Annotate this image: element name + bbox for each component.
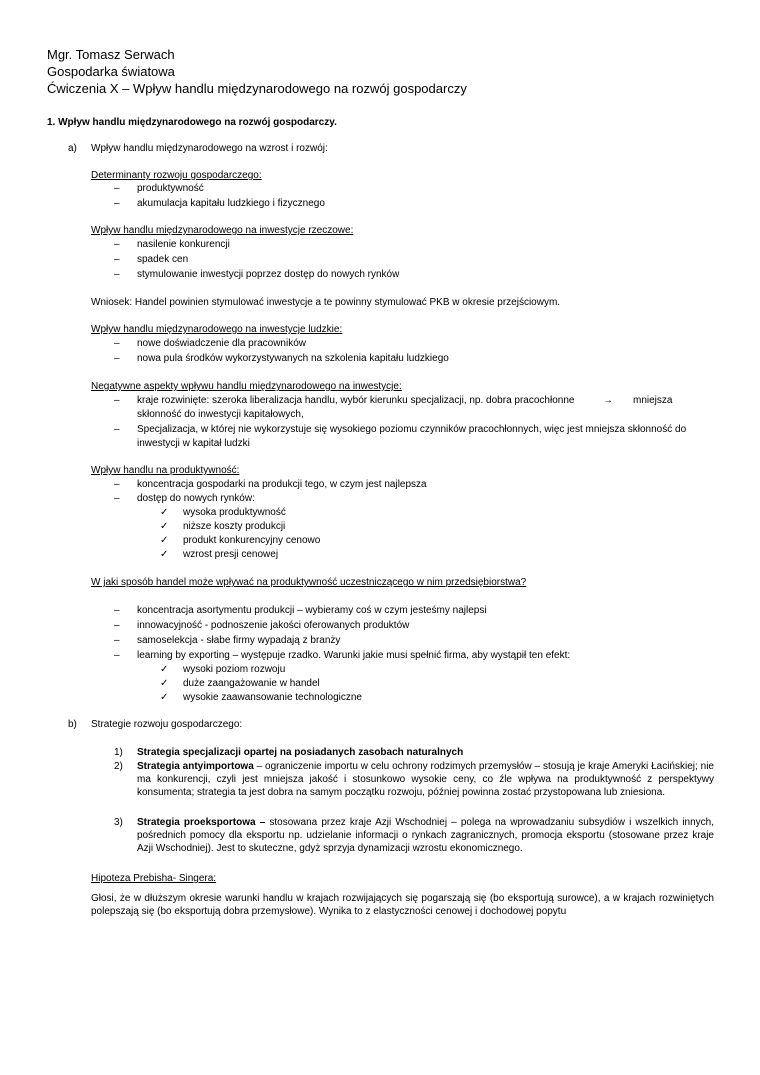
dash-bullet: – xyxy=(114,479,120,490)
list-item: nowe doświadczenie dla pracowników xyxy=(137,338,306,349)
author-line: Mgr. Tomasz Serwach xyxy=(47,47,175,62)
determinants-heading: Determinanty rozwoju gospodarczego: xyxy=(91,170,262,181)
dash-bullet: – xyxy=(114,620,120,631)
point-a-label: Wpływ handlu międzynarodowego na wzrost i rozwój: xyxy=(91,143,328,154)
check-icon: ✓ xyxy=(160,535,169,546)
strategy-number: 3) xyxy=(114,817,123,828)
list-item: kraje rozwinięte: szeroka liberalizacja handlu, wybór kierunku specjalizacji, np. dobra pracochłonne xyxy=(137,395,575,406)
dash-bullet: – xyxy=(114,395,120,406)
dash-bullet: – xyxy=(114,198,120,209)
list-item: Specjalizacja, w której nie wykorzystuje się wysokiego poziomu czynników pracochłonnych, więc jest mniejsza skłonność do xyxy=(137,424,687,435)
point-b-marker: b) xyxy=(68,719,77,730)
list-item-continuation: inwestycji w kapitał ludzki xyxy=(137,438,250,449)
strategy-paragraph xyxy=(137,760,714,799)
check-icon: ✓ xyxy=(160,507,169,518)
list-item: nasilenie konkurencji xyxy=(137,239,230,250)
dash-bullet: – xyxy=(114,424,120,435)
exercise-title: Ćwiczenia X – Wpływ handlu międzynarodowego na rozwój gospodarczy xyxy=(47,81,467,96)
strategy-text: – ograniczenie importu w celu ochrony rodzimych przemysłów – stosują je kraje Ameryki Łacińskiej; nie ma konkurencji, czyli jest mniejsza jakość i stosunkowo wysokie ceny, co źle wpływa na produktywność z perspektywy konsumenta; strategia ta jest dobra na samym początku rozwoju, później powinna zostać przystopowana lub zniesiona. xyxy=(137,761,714,798)
check-item: duże zaangażowanie w handel xyxy=(183,678,320,689)
list-item: akumulacja kapitału ludzkiego i fizycznego xyxy=(137,198,325,209)
check-item: niższe koszty produkcji xyxy=(183,521,286,532)
list-item-continuation: skłonność do inwestycji kapitałowych, xyxy=(137,409,304,420)
strategy-number: 1) xyxy=(114,747,123,758)
list-item: koncentracja gospodarki na produkcji tego, w czym jest najlepsza xyxy=(137,479,427,490)
productivity-heading: Wpływ handlu na produktywność: xyxy=(91,465,240,476)
point-a-marker: a) xyxy=(68,143,77,154)
course-line: Gospodarka światowa xyxy=(47,64,175,79)
check-icon: ✓ xyxy=(160,521,169,532)
strategy-paragraph xyxy=(137,816,714,855)
physical-heading: Wpływ handlu międzynarodowego na inwestycje rzeczowe: xyxy=(91,225,354,236)
check-icon: ✓ xyxy=(160,549,169,560)
section-title: 1. Wpływ handlu międzynarodowego na rozwój gospodarczy. xyxy=(47,117,337,128)
hypothesis-text: Głosi, że w dłuższym okresie warunki handlu w krajach rozwijających się pogarszają się (bo eksportują surowce), a w krajach rozwiniętych polepszają się (bo eksportują dobra przemysłowe). Wynika to z elastyczności cenowej i dochodowej popytu xyxy=(91,893,714,917)
list-item: learning by exporting – występuje rzadko. Warunki jakie musi spełnić firma, aby wystąpił ten efekt: xyxy=(137,650,571,661)
list-item: koncentracja asortymentu produkcji – wybieramy coś w czym jesteśmy najlepsi xyxy=(137,605,487,616)
human-heading: Wpływ handlu międzynarodowego na inwestycje ludzkie: xyxy=(91,324,343,335)
strategy-text: stosowana przez kraje Azji Wschodniej – polega na wprowadzaniu subsydiów i wszelkich innych, pośrednich pomocy dla eksportu np. udzielanie informacji o rynkach zagranicznych, promocja eksportu (stosowane przez kraje Azji Wschodniej). Jest to skuteczne, gdyż sprzyja dynamizacji wzrostu ekonomicznego. xyxy=(137,817,715,854)
dash-bullet: – xyxy=(114,183,120,194)
dash-bullet: – xyxy=(114,254,120,265)
dash-bullet: – xyxy=(114,353,120,364)
dash-bullet: – xyxy=(114,493,120,504)
list-item: stymulowanie inwestycji poprzez dostęp do nowych rynków xyxy=(137,269,400,280)
dash-bullet: – xyxy=(114,635,120,646)
list-item: spadek cen xyxy=(137,254,189,265)
negative-heading: Negatywne aspekty wpływu handlu międzynarodowego na inwestycje: xyxy=(91,381,402,392)
point-b-label: Strategie rozwoju gospodarczego: xyxy=(91,719,243,730)
dash-bullet: – xyxy=(114,338,120,349)
hypothesis-heading: Hipoteza Prebisha- Singera: xyxy=(91,873,217,884)
check-item: produkt konkurencyjny cenowo xyxy=(183,535,321,546)
check-item: wysokie zaawansowanie technologiczne xyxy=(183,692,362,703)
check-item: wysoka produktywność xyxy=(183,507,286,518)
arrow-icon: → xyxy=(603,395,613,406)
dash-bullet: – xyxy=(114,239,120,250)
list-item: produktywność xyxy=(137,183,204,194)
list-item: dostęp do nowych rynków: xyxy=(137,493,255,504)
list-item: innowacyjność - podnoszenie jakości oferowanych produktów xyxy=(137,620,410,631)
check-icon: ✓ xyxy=(160,692,169,703)
check-item: wzrost presji cenowej xyxy=(183,549,279,560)
check-icon: ✓ xyxy=(160,664,169,675)
strategy-number: 2) xyxy=(114,761,123,772)
check-icon: ✓ xyxy=(160,678,169,689)
check-item: wysoki poziom rozwoju xyxy=(183,664,286,675)
list-item-tail: mniejsza xyxy=(633,395,673,406)
dash-bullet: – xyxy=(114,269,120,280)
conclusion-text: Wniosek: Handel powinien stymulować inwestycje a te powinny stymulować PKB w okresie przejściowym. xyxy=(91,297,561,308)
strategy-title: Strategia antyimportowa xyxy=(137,761,254,772)
strategy-title: Strategia proeksportowa – xyxy=(137,817,266,828)
strategy-title: Strategia specjalizacji opartej na posiadanych zasobach naturalnych xyxy=(137,747,464,758)
dash-bullet: – xyxy=(114,605,120,616)
list-item: samoselekcja - słabe firmy wypadają z branży xyxy=(137,635,341,646)
dash-bullet: – xyxy=(114,650,120,661)
list-item: nowa pula środków wykorzystywanych na szkolenia kapitału ludzkiego xyxy=(137,353,449,364)
question-heading: W jaki sposób handel może wpływać na produktywność uczestniczącego w nim przedsiębiorstwa? xyxy=(91,577,527,588)
